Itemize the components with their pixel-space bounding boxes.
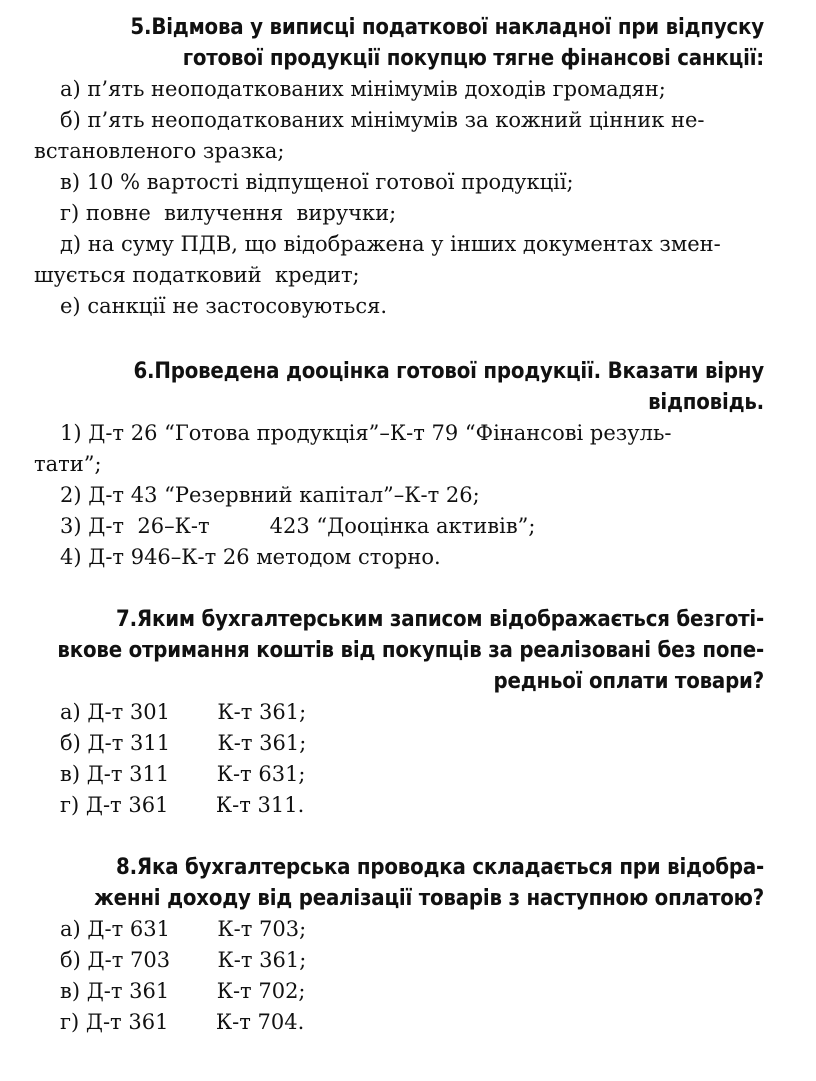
question-5-number: 5. [130, 15, 152, 40]
option-credit: К-т 703; [217, 917, 307, 941]
option-label: 1) [60, 421, 82, 445]
option-text: повне вилучення виручки; [85, 201, 397, 225]
question-5 [34, 12, 764, 322]
option-text: Д-т 946–К-т 26 методом сторно. [88, 545, 441, 569]
option-6-4 [34, 542, 764, 573]
question-7-number: 7. [116, 607, 137, 632]
option-5f [34, 291, 764, 322]
option-credit: К-т 631; [216, 762, 306, 786]
option-debit: Д-т 631 [87, 917, 170, 941]
option-credit: К-т 361; [217, 731, 307, 755]
option-label: в) [60, 170, 81, 194]
question-5-heading [34, 12, 764, 43]
option-label: в) [60, 979, 81, 1003]
option-label: а) [60, 917, 81, 941]
option-6-1 [34, 418, 764, 449]
question-7 [34, 604, 764, 821]
question-8-heading [34, 852, 764, 883]
option-label: в) [60, 762, 81, 786]
option-8c [34, 976, 764, 1007]
option-debit: Д-т 311 [86, 762, 170, 786]
option-debit: Д-т 361 [86, 979, 170, 1003]
option-debit: Д-т 311 [87, 731, 171, 755]
option-label: д) [60, 232, 82, 256]
question-5-heading-line1: Відмова у виписці податкової накладної при відпуску [151, 15, 764, 40]
option-credit: К-т 311. [215, 793, 305, 817]
question-7-heading-line1: Яким бухгалтерським записом відображається безготі- [136, 607, 764, 632]
option-debit: Д-т 301 [87, 700, 170, 724]
option-label: б) [60, 108, 81, 132]
option-8a [34, 914, 764, 945]
option-7a [34, 697, 764, 728]
option-6-2 [34, 480, 764, 511]
option-5b-continuation: встановленого зразка; [34, 139, 285, 163]
option-6-3 [34, 511, 764, 542]
option-text: Д-т 26–К-т 423 “Дооцінка активів”; [88, 514, 536, 538]
option-credit: К-т 361; [217, 700, 307, 724]
option-label: 3) [60, 514, 82, 538]
question-6 [34, 356, 764, 573]
option-text: на суму ПДВ, що відображена у інших документах змен- [87, 232, 721, 256]
option-5e [34, 229, 764, 260]
option-5b [34, 105, 764, 136]
option-text: п’ять неоподаткованих мінімумів за кожний цінник не- [87, 108, 705, 132]
option-label: г) [60, 1010, 80, 1034]
question-7-heading [34, 604, 764, 635]
option-label: а) [60, 700, 81, 724]
option-text: 10 % вартості відпущеної готової продукції; [86, 170, 574, 194]
option-label: б) [60, 731, 81, 755]
question-8-number: 8. [116, 855, 137, 880]
option-label: б) [60, 948, 81, 972]
option-credit: К-т 361; [217, 948, 307, 972]
option-label: г) [60, 793, 80, 817]
question-6-heading-line2: відповідь. [648, 390, 764, 415]
option-5e-continuation: шується податковий кредит; [34, 263, 360, 287]
question-7-heading-line3: редньої оплати товари? [493, 669, 764, 694]
question-8-heading-line2: женні доходу від реалізації товарів з наступною оплатою? [94, 886, 764, 911]
option-7d [34, 790, 764, 821]
option-debit: Д-т 361 [85, 1010, 169, 1034]
option-label: 4) [60, 545, 82, 569]
question-8-heading-line1: Яка бухгалтерська проводка складається при відобра- [136, 855, 764, 880]
option-8b [34, 945, 764, 976]
option-text: санкції не застосовуються. [87, 294, 388, 318]
option-text: п’ять неоподаткованих мінімумів доходів громадян; [87, 77, 666, 101]
option-5c [34, 167, 764, 198]
option-text: Д-т 26 “Готова продукція”–К-т 79 “Фінансові резуль- [88, 421, 672, 445]
option-debit: Д-т 703 [87, 948, 171, 972]
option-label: г) [60, 201, 80, 225]
option-5a [34, 74, 764, 105]
option-debit: Д-т 361 [85, 793, 169, 817]
option-credit: К-т 704. [215, 1010, 305, 1034]
option-label: а) [60, 77, 81, 101]
option-label: е) [60, 294, 81, 318]
question-6-heading [34, 356, 764, 387]
option-7b [34, 728, 764, 759]
option-label: 2) [60, 483, 82, 507]
option-text: Д-т 43 “Резервний капітал”–К-т 26; [88, 483, 480, 507]
question-8 [34, 852, 764, 1038]
question-6-heading-line1: Проведена дооцінка готової продукції. Вказати вірну [154, 359, 764, 384]
question-7-heading-line2: вкове отримання коштів від покупців за реалізовані без попе- [57, 638, 764, 663]
option-credit: К-т 702; [216, 979, 306, 1003]
option-6-1-continuation: тати”; [34, 452, 102, 476]
question-5-heading-line2: готової продукції покупцю тягне фінансові санкції: [182, 46, 764, 71]
question-6-number: 6. [133, 359, 155, 384]
option-7c [34, 759, 764, 790]
option-5d [34, 198, 764, 229]
option-8d [34, 1007, 764, 1038]
